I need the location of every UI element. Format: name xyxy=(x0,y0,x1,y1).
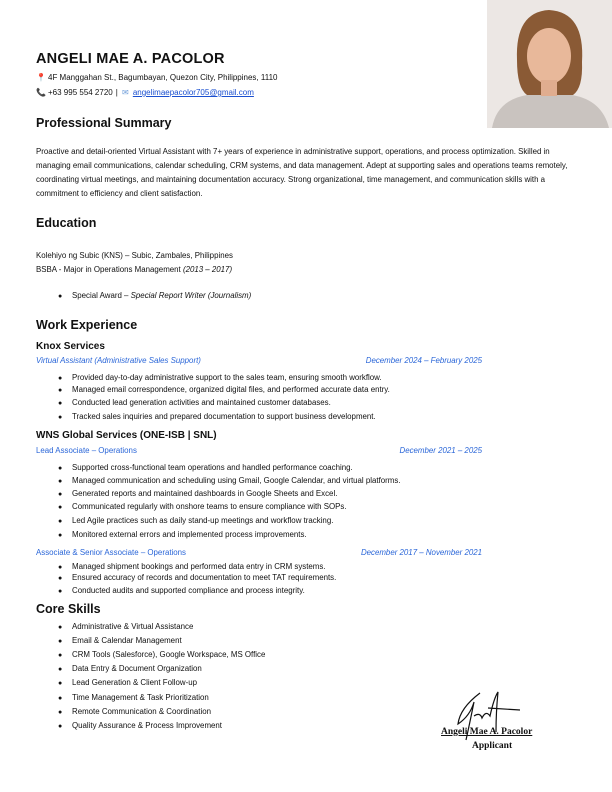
list-item xyxy=(58,398,331,407)
list-item xyxy=(58,530,307,539)
address-line xyxy=(36,73,277,82)
degree: BSBA - Major in Operations Management xyxy=(36,265,181,274)
bullet-text: Provided day-to-day administrative support to the sales team, ensuring smooth workflow. xyxy=(72,373,382,382)
email-link[interactable]: angelimaepacolor705@gmail.com xyxy=(132,88,254,97)
bullet-text: Managed email correspondence, organized digital files, and performed accurate data entry. xyxy=(72,385,390,394)
role-line xyxy=(36,446,482,455)
summary-text: Proactive and detail-oriented Virtual Assistant with 7+ years of experience in administrative support, operations, and process optimization. Skilled in managing email communications, calendar scheduling, CRM systems, and data management. Adept at supporting sales and operations teams remotely, coordinating virtual meetings, and maintaining documentation accuracy. Strong organizational, time management, and communication skills with a commitment to efficiency and client satisfaction. xyxy=(36,147,568,198)
bullet-icon: ● xyxy=(58,518,63,525)
list-item xyxy=(58,489,337,498)
bullet-text: Managed shipment bookings and performed data entry in CRM systems. xyxy=(72,562,326,571)
list-item xyxy=(58,516,333,525)
signature-image xyxy=(440,688,560,748)
skill-item xyxy=(58,721,222,730)
bullet-icon: ● xyxy=(58,564,63,571)
phone: +63 995 554 2720 xyxy=(48,88,113,97)
bullet-icon: ● xyxy=(58,504,63,511)
list-item xyxy=(58,586,305,595)
bullet-text: Supported cross-functional team operations and handled performance coaching. xyxy=(72,463,353,472)
skill-item xyxy=(58,650,265,659)
bullet-icon: ● xyxy=(58,694,63,702)
bullet-text: Led Agile practices such as daily stand-up meetings and workflow tracking. xyxy=(72,516,334,525)
skill-text: Quality Assurance & Process Improvement xyxy=(72,720,222,730)
mail-icon: ✉ xyxy=(121,88,129,97)
phone-icon: 📞 xyxy=(36,88,46,97)
work-heading: Work Experience xyxy=(36,318,138,332)
role-line xyxy=(36,356,482,365)
bullet-icon: ● xyxy=(58,708,63,716)
bullet-text: Managed communication and scheduling using Gmail, Google Calendar, and virtual platforms. xyxy=(72,476,401,485)
bullet-icon: ● xyxy=(58,478,63,485)
bullet-icon: ● xyxy=(58,465,63,472)
list-item xyxy=(58,385,390,394)
degree-years: (2013 – 2017) xyxy=(182,265,233,274)
bullet-icon: ● xyxy=(58,680,63,688)
bullet-icon: ● xyxy=(58,588,63,595)
role-title: Associate & Senior Associate – Operations xyxy=(36,548,187,557)
skill-text: Lead Generation & Client Follow-up xyxy=(72,678,198,688)
bullet-text: Monitored external errors and implemented process improvements. xyxy=(72,530,307,539)
list-item xyxy=(58,562,326,571)
bullet-text: Conducted lead generation activities and maintained customer databases. xyxy=(72,398,331,407)
bullet-icon: ● xyxy=(58,666,63,674)
list-item xyxy=(58,502,347,511)
role-line xyxy=(36,548,482,557)
role-dates: December 2021 – 2025 xyxy=(399,446,482,455)
phone-email-line xyxy=(36,88,254,97)
profile-photo xyxy=(487,0,612,128)
skill-item xyxy=(58,636,182,645)
bullet-icon: ● xyxy=(58,491,63,498)
role-title: Lead Associate – Operations xyxy=(36,446,137,455)
applicant-name: ANGELI MAE A. PACOLOR xyxy=(36,51,225,67)
bullet-icon: ● xyxy=(58,400,63,407)
bullet-icon: ● xyxy=(58,414,63,421)
signature-name: Angeli Mae A. Pacolor xyxy=(441,727,533,737)
map-pin-icon: 📍 xyxy=(36,73,46,82)
bullet-text: Tracked sales inquiries and prepared documentation to support business development. xyxy=(72,412,376,421)
role-title: Virtual Assistant (Administrative Sales Support) xyxy=(36,356,201,365)
skill-item xyxy=(58,664,202,673)
list-item xyxy=(58,573,336,582)
company-name: Knox Services xyxy=(36,341,105,352)
skill-text: Time Management & Task Prioritization xyxy=(72,692,209,702)
skill-text: Data Entry & Document Organization xyxy=(72,664,202,674)
bullet-text: Conducted audits and supported compliance and process integrity. xyxy=(72,586,305,595)
bullet-text: Generated reports and maintained dashboards in Google Sheets and Excel. xyxy=(72,489,338,498)
bullet-icon: ● xyxy=(58,375,63,382)
bullet-icon: ● xyxy=(58,722,63,730)
school: Kolehiyo ng Subic (KNS) – Subic, Zambales, Philippines xyxy=(36,251,233,260)
bullet-icon: ● xyxy=(58,624,63,631)
role-dates: December 2024 – February 2025 xyxy=(365,356,482,365)
list-item xyxy=(58,412,376,421)
list-item xyxy=(58,476,401,485)
skill-item xyxy=(58,622,193,631)
bullet-icon: ● xyxy=(58,652,63,660)
award-item: ● Special Award – Special Report Writer (Journalism) xyxy=(58,291,252,300)
skills-heading: Core Skills xyxy=(36,602,101,616)
address: 4F Manggahan St., Bagumbayan, Quezon City, Philippines, 1110 xyxy=(48,73,278,82)
skill-item xyxy=(58,693,209,702)
skill-text: Administrative & Virtual Assistance xyxy=(72,622,194,631)
award: Special Report Writer (Journalism) xyxy=(130,291,252,300)
bullet-text: Ensured accuracy of records and documentation to meet TAT requirements. xyxy=(72,573,337,582)
list-item xyxy=(58,373,382,382)
award-label: Special Award – xyxy=(72,291,129,300)
bullet-icon: ● xyxy=(58,575,63,582)
summary-heading: Professional Summary xyxy=(36,116,172,130)
skill-text: CRM Tools (Salesforce), Google Workspace, MS Office xyxy=(72,650,266,660)
bullet-icon: ● xyxy=(58,387,63,394)
skill-item xyxy=(58,678,197,687)
signature-role: Applicant xyxy=(472,741,513,751)
degree-line xyxy=(36,265,232,274)
skill-text: Email & Calendar Management xyxy=(72,636,182,646)
bullet-icon: ● xyxy=(58,638,63,646)
skill-text: Remote Communication & Coordination xyxy=(72,706,212,716)
separator: | xyxy=(115,88,118,97)
bullet-icon: ● xyxy=(58,532,63,539)
list-item xyxy=(58,463,353,472)
role-dates: December 2017 – November 2021 xyxy=(360,548,482,557)
company-name: WNS Global Services (ONE-ISB | SNL) xyxy=(36,430,217,441)
education-heading: Education xyxy=(36,216,97,230)
skill-item xyxy=(58,707,211,716)
bullet-text: Communicated regularly with onshore teams to ensure compliance with SOPs. xyxy=(72,502,347,511)
